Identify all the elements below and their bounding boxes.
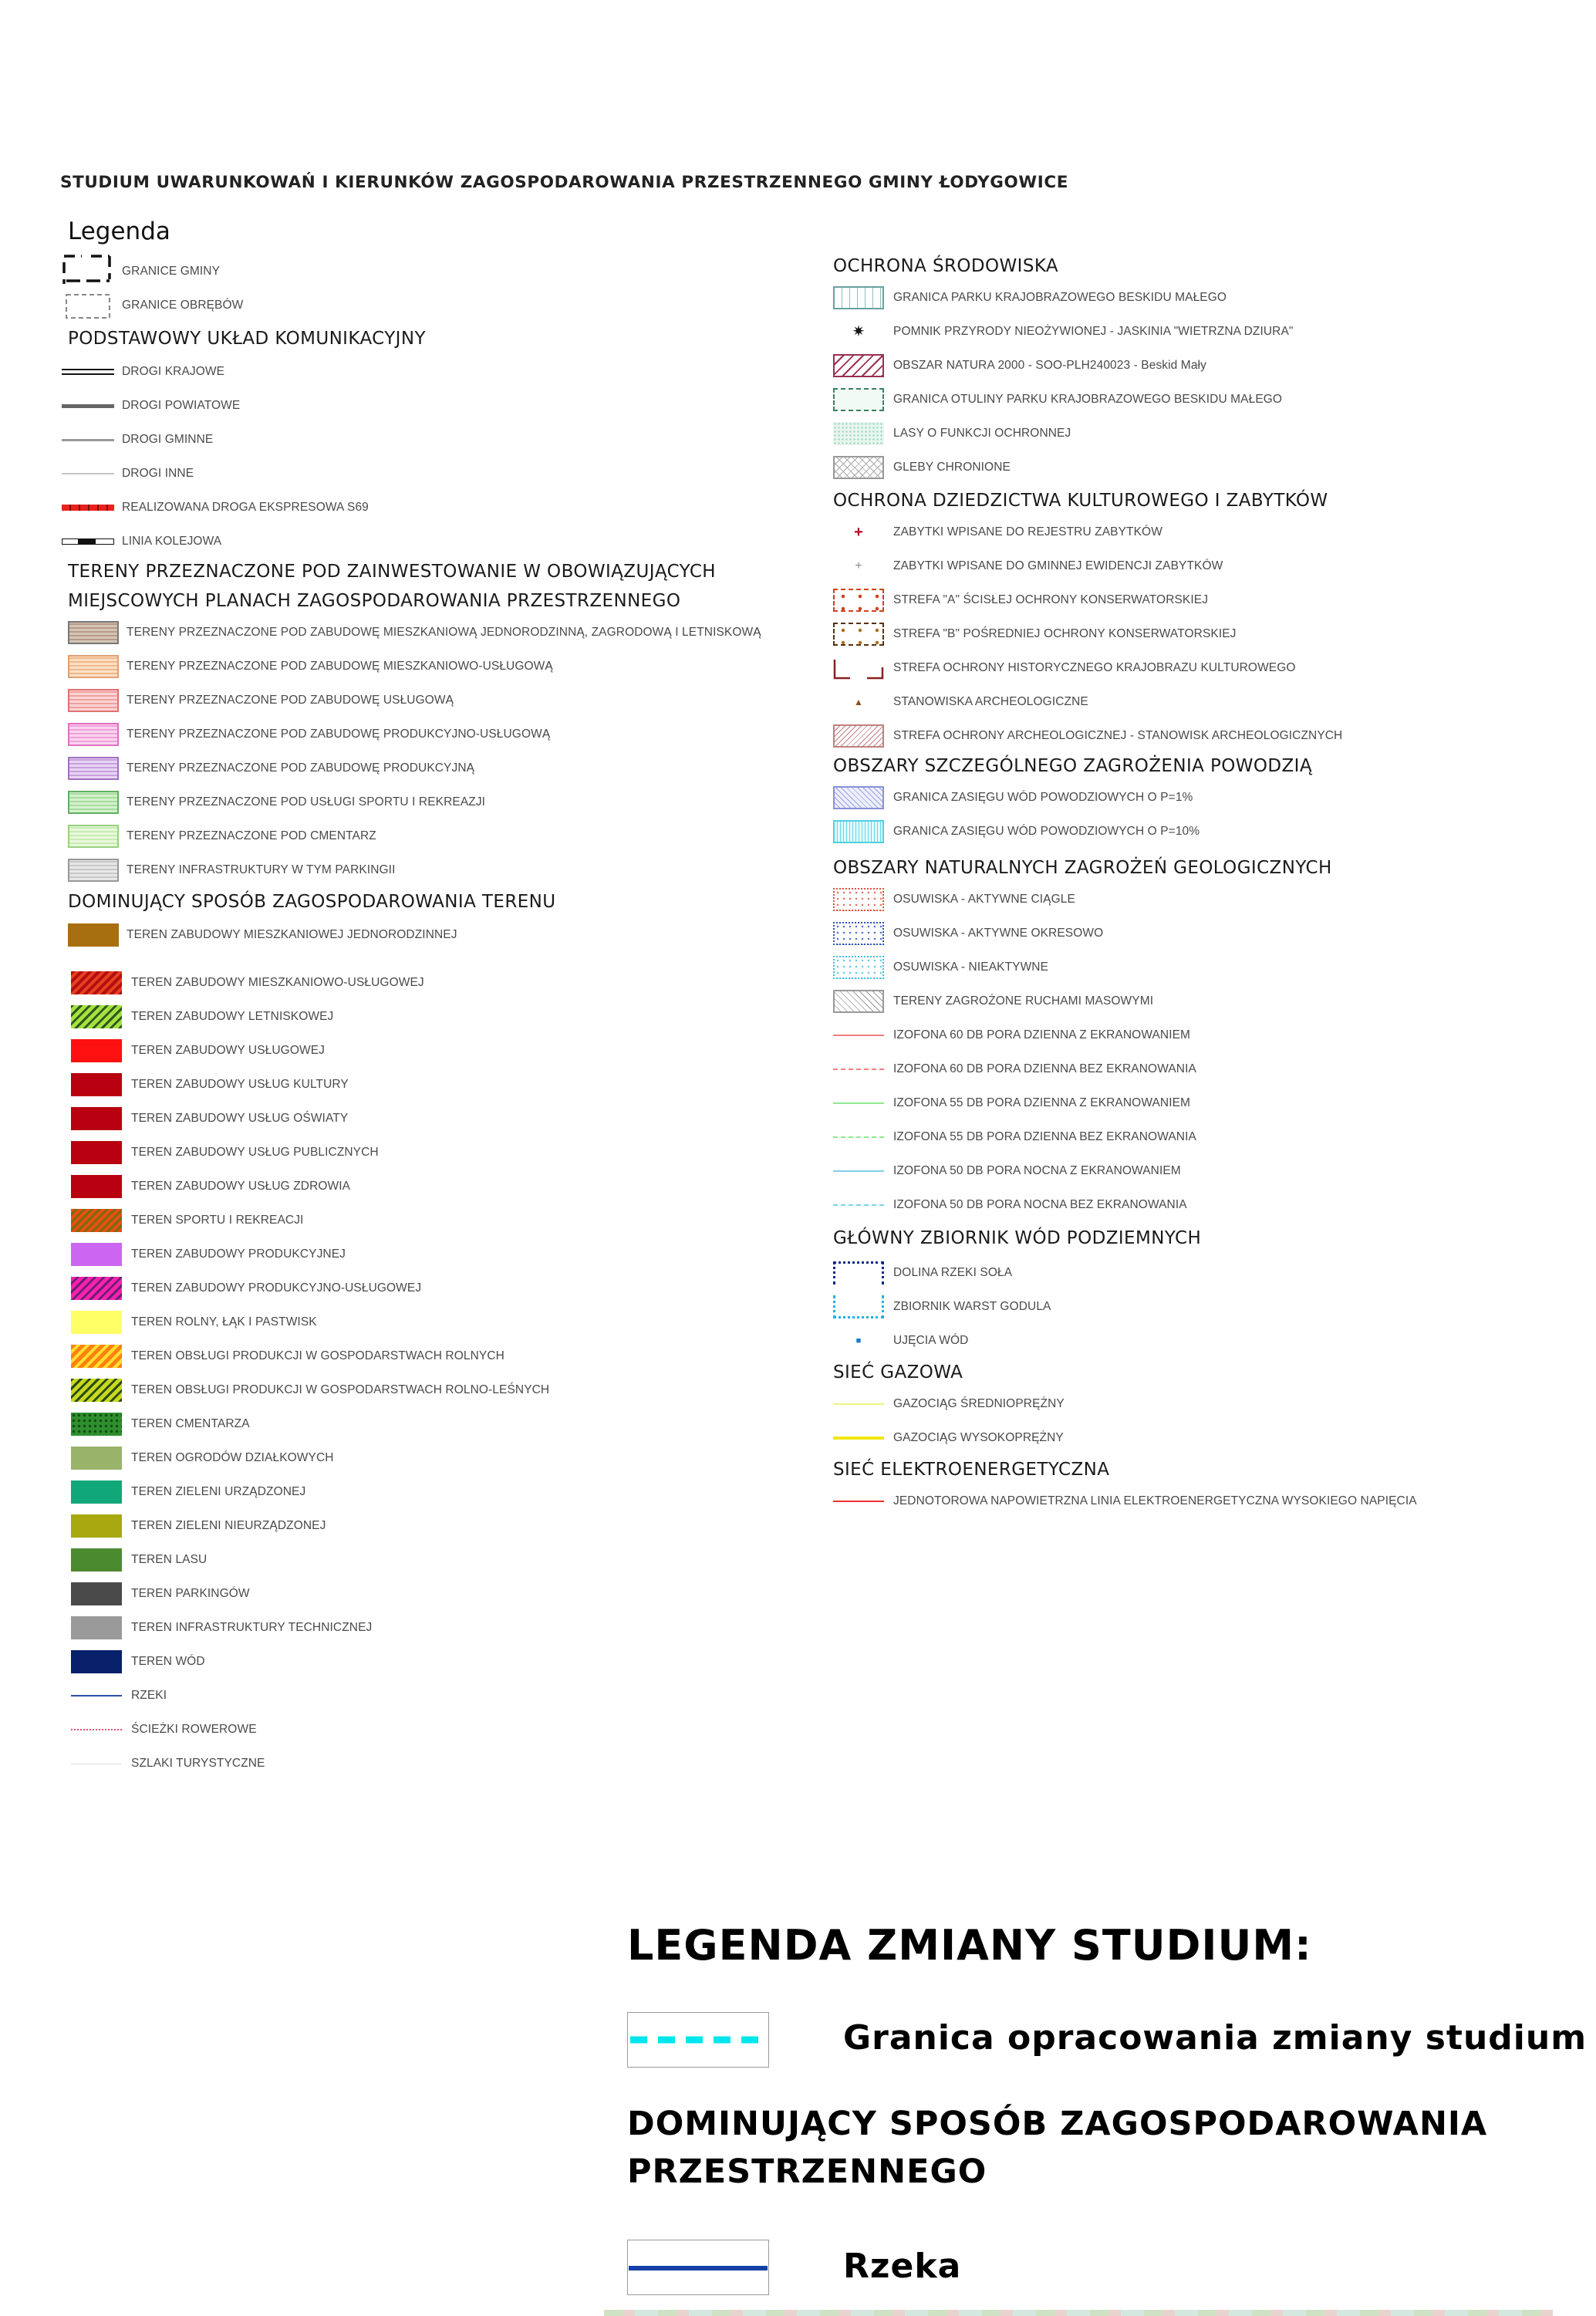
color-swatch: [71, 1514, 122, 1538]
legend-item-gaz-wysoki: [833, 1424, 1064, 1452]
legend-item-label: OSUWISKA - AKTYWNE CIĄGLE: [893, 893, 1075, 906]
legend-item-drogi-gminne: [62, 426, 213, 454]
legend-item-label: GRANICE OBRĘBÓW: [122, 299, 244, 312]
texture-swatch: [833, 422, 884, 445]
legend-item-label: ZABYTKI WPISANE DO REJESTRU ZABYTKÓW: [893, 525, 1162, 538]
legend-item-strefa-b: [833, 620, 1237, 648]
legend-item-mpzp-produkcyjna: [68, 755, 474, 782]
color-swatch: [71, 971, 122, 994]
park-boundary-swatch: [833, 286, 884, 309]
legend-item-uslugi-kultury: [71, 1071, 349, 1099]
legend-item-stanowiska: [833, 688, 1088, 716]
legend-item-label: TERENY PRZEZNACZONE POD ZABUDOWĘ MIESZKANIOWO-USŁUGOWĄ: [127, 660, 553, 673]
legend-item-label: TERENY INFRASTRUKTURY W TYM PARKINGII: [127, 863, 396, 876]
legend-item-drogi-krajowe: [62, 358, 224, 386]
legend-item-label: LASY O FUNKCJI OCHRONNEJ: [893, 427, 1071, 440]
legend-item-label: REALIZOWANA DROGA EKSPRESOWA S69: [122, 501, 369, 514]
flood-hatch-swatch: [833, 786, 884, 809]
hatch-swatch: [68, 757, 119, 780]
legend-item-label: TERENY PRZEZNACZONE POD ZABUDOWĘ MIESZKANIOWĄ JEDNORODZINNĄ, ZAGRODOWĄ I LETNISKOWĄ: [127, 626, 761, 639]
legend-item-gleby-chronione: [833, 454, 1011, 481]
noise-line-swatch: [833, 1123, 884, 1151]
color-swatch: [71, 1141, 122, 1164]
legend-item-label: TEREN ZABUDOWY USŁUG OŚWIATY: [131, 1112, 349, 1125]
legend-item-label: IZOFONA 55 DB PORA DZIENNA Z EKRANOWANIEM: [893, 1096, 1191, 1109]
legend-item-label: SZLAKI TURYSTYCZNE: [131, 1757, 265, 1770]
legend-item-izofona-55-bez: [833, 1123, 1196, 1151]
map-edge-strip: [604, 2310, 1553, 2316]
legend-item-sciezki-rowerowe: [71, 1716, 257, 1744]
well-icon: ■: [855, 1336, 862, 1345]
hatch-swatch: [68, 723, 119, 746]
hatch-swatch: [68, 655, 119, 678]
river-line-swatch: [71, 1682, 122, 1710]
legend-item-mpzp-sport: [68, 788, 485, 816]
legend-item-label: GAZOCIĄG WYSOKOPRĘŻNY: [893, 1431, 1064, 1444]
zone-b-swatch: [833, 623, 884, 646]
legend-item-label: STREFA "A" ŚCISŁEJ OCHRONY KONSERWATORSKIEJ: [893, 593, 1209, 606]
legend-item-label: TERENY PRZEZNACZONE POD ZABUDOWĘ USŁUGOWĄ: [127, 694, 454, 707]
legend-item-osuwiska-okresowo: [833, 920, 1103, 947]
legend-item-letniskowa: [71, 1003, 333, 1031]
hatch-swatch: [68, 621, 119, 644]
legend-item-park-krajobrazowy: [833, 284, 1227, 312]
hatch-swatch: [68, 859, 119, 882]
legend-item-label: STREFA "B" POŚREDNIEJ OCHRONY KONSERWATORSKIEJ: [893, 627, 1237, 640]
legend-item-drogi-powiatowe: [62, 392, 240, 420]
legend-item-label: IZOFONA 50 DB PORA NOCNA BEZ EKRANOWANIA: [893, 1198, 1187, 1211]
legend-item-izofona-60-bez: [833, 1055, 1196, 1083]
cross-icon: +: [855, 559, 862, 572]
legend-item-label: GRANICE GMINY: [122, 265, 221, 278]
hatch-swatch: [833, 724, 884, 748]
legend-item-otulina: [833, 386, 1282, 414]
change-legend-heading: LEGENDA ZMIANY STUDIUM:: [627, 1921, 1312, 1970]
noise-line-swatch: [833, 1021, 884, 1049]
legend-item-label: GRANICA ZASIĘGU WÓD POWODZIOWYCH O P=10%: [893, 825, 1200, 838]
noise-line-swatch: [833, 1089, 884, 1117]
legend-item-label: TEREN ZABUDOWY PRODUKCYJNEJ: [131, 1247, 346, 1261]
color-swatch: [71, 1650, 122, 1673]
legend-item-label: GRANICA PARKU KRAJOBRAZOWEGO BESKIDU MAŁEGO: [893, 291, 1227, 304]
legend-item-mpzp-uslugowa: [68, 687, 454, 714]
legend-item-osuwiska-nieaktywne: [833, 954, 1048, 981]
legend-item-produkcyjna: [71, 1241, 346, 1268]
triangle-icon: ▲: [854, 697, 863, 707]
legend-item-label: POMNIK PRZYRODY NIEOŻYWIONEJ - JASKINIA "WIETRZNA DZIURA": [893, 325, 1294, 338]
legend-item-label: TEREN ZABUDOWY USŁUG ZDROWIA: [131, 1180, 351, 1193]
legend-item-label: OSUWISKA - NIEAKTYWNE: [893, 960, 1049, 974]
dotted-boundary-swatch: [833, 1261, 884, 1285]
legend-item-label: TERENY ZAGROŻONE RUCHAMI MASOWYMI: [893, 994, 1154, 1008]
legend-item-infrastruktura: [71, 1614, 372, 1642]
legend-item-pomnik-przyrody: [833, 318, 1294, 346]
section-heading-tereny-mpzp-1: TERENY PRZEZNACZONE POD ZAINWESTOWANIE W OBOWIĄZUJĄCYCH: [68, 562, 717, 582]
legend-item-ogrody: [71, 1444, 334, 1472]
legend-item-mieszkaniowo-uslugowa: [71, 969, 424, 997]
legend-item-label: TEREN ZABUDOWY MIESZKANIOWO-USŁUGOWEJ: [131, 976, 424, 989]
section-heading-energia: SIEĆ ELEKTROENERGETYCZNA: [833, 1460, 1110, 1480]
color-swatch: [71, 1039, 122, 1062]
crosshatch-swatch: [833, 456, 884, 479]
legend-item-zbiornik-godula: [833, 1293, 1051, 1321]
legend-item-label: IZOFONA 60 DB PORA DZIENNA Z EKRANOWANIEM: [893, 1028, 1191, 1042]
section-heading-gzwp: GŁÓWNY ZBIORNIK WÓD PODZIEMNYCH: [833, 1228, 1202, 1248]
legend-item-obsluga-rolno-lesnych: [71, 1376, 549, 1404]
legend-item-uslugi-publiczne: [71, 1139, 379, 1166]
color-swatch: [71, 1582, 122, 1605]
legend-item-strefa-a: [833, 586, 1208, 614]
dotted-swatch: [833, 922, 884, 945]
expressway-swatch: [62, 494, 114, 522]
legend-item-osuwiska-ciagle: [833, 886, 1075, 913]
legend-item-ruchy-masowe: [833, 988, 1153, 1015]
landscape-zone-swatch: [833, 657, 884, 680]
color-swatch: [71, 1107, 122, 1130]
legend-item-obsluga-rolnych: [71, 1342, 504, 1370]
legend-item-uslugowa: [71, 1037, 325, 1065]
obreb-boundary-swatch: [62, 294, 114, 317]
legend-item-label: TEREN CMENTARZA: [131, 1417, 250, 1430]
study-boundary-swatch: [627, 2012, 769, 2068]
legend-heading: Legenda: [68, 218, 170, 245]
hatch-swatch: [833, 990, 884, 1013]
legend-item-label: TEREN LASU: [131, 1553, 208, 1566]
legend-item-label: GRANICA ZASIĘGU WÓD POWODZIOWYCH O P=1%: [893, 791, 1193, 804]
hatch-swatch: [68, 825, 119, 848]
color-swatch: [71, 1345, 122, 1368]
noise-line-swatch: [833, 1157, 884, 1185]
legend-item-label: TEREN ZABUDOWY LETNISKOWEJ: [131, 1010, 334, 1023]
road-other-swatch: [62, 460, 114, 488]
legend-item-label: STREFA OCHRONY HISTORYCZNEGO KRAJOBRAZU KULTUROWEGO: [893, 661, 1296, 674]
legend-item-label: TEREN ROLNY, ŁĄK I PASTWISK: [131, 1315, 317, 1328]
legend-item-dolina-sola: [833, 1259, 1012, 1287]
color-swatch: [71, 1311, 122, 1334]
power-line-swatch: [833, 1487, 884, 1515]
legend-item-label: ZBIORNIK WARST GODULA: [893, 1300, 1051, 1313]
document-title: STUDIUM UWARUNKOWAŃ I KIERUNKÓW ZAGOSPODAROWANIA PRZESTRZENNEGO GMINY ŁODYGOWICE: [60, 173, 1069, 192]
legend-item-label: TEREN OGRODÓW DZIAŁKOWYCH: [131, 1451, 334, 1464]
legend-item-label: JEDNOTOROWA NAPOWIETRZNA LINIA ELEKTROENERGETYCZNA WYSOKIEGO NAPIĘCIA: [893, 1494, 1417, 1507]
legend-item-label: DROGI KRAJOWE: [122, 365, 225, 378]
legend-item-izofona-60-z: [833, 1021, 1190, 1049]
legend-item-mpzp-infrastruktura: [68, 856, 395, 884]
gas-line-swatch: [833, 1424, 884, 1452]
hatch-swatch: [68, 689, 119, 712]
legend-item-label: UJĘCIA WÓD: [893, 1334, 969, 1347]
legend-item-parkingi: [71, 1580, 250, 1608]
road-county-swatch: [62, 392, 114, 420]
railway-swatch: [62, 528, 114, 555]
legend-item-zabytki-rejestr: [833, 518, 1162, 546]
legend-item-label: DROGI GMINNE: [122, 433, 214, 446]
legend-item-label: TEREN SPORTU I REKREACJI: [131, 1214, 304, 1227]
legend-item-label: ZABYTKI WPISANE DO GMINNEJ EWIDENCJI ZABYTKÓW: [893, 559, 1223, 572]
legend-item-label: RZEKI: [131, 1689, 167, 1702]
legend-item-label: GLEBY CHRONIONE: [893, 461, 1011, 474]
legend-item-label: GRANICA OTULINY PARKU KRAJOBRAZOWEGO BESKIDU MAŁEGO: [893, 393, 1283, 406]
color-swatch: [71, 1277, 122, 1300]
legend-item-label: DROGI POWIATOWE: [122, 399, 241, 412]
legend-item-izofona-50-z: [833, 1157, 1181, 1185]
legend-item-label: TEREN ZABUDOWY USŁUGOWEJ: [131, 1044, 325, 1057]
legend-item-mpzp-mieszkaniowa: [68, 619, 761, 647]
legend-item-gaz-sredni: [833, 1390, 1065, 1418]
legend-item-mpzp-cmentarz: [68, 822, 376, 850]
section-heading-geologia: OBSZARY NATURALNYCH ZAGROŻEŃ GEOLOGICZNYCH: [833, 858, 1332, 878]
legend-item-label: TERENY PRZEZNACZONE POD USŁUGI SPORTU I REKREAZJI: [127, 795, 486, 809]
legend-item-linia-wn: [833, 1487, 1417, 1515]
legend-item-uslugi-oswiaty: [71, 1105, 348, 1133]
legend-item-label: OBSZAR NATURA 2000 - SOO-PLH240023 - Beskid Mały: [893, 359, 1206, 372]
legend-item-label: STREFA OCHRONY ARCHEOLOGICZNEJ - STANOWISK ARCHEOLOGICZNYCH: [893, 729, 1343, 742]
legend-item-zabytki-ewidencja: [833, 552, 1223, 580]
legend-item-label: TERENY PRZEZNACZONE POD ZABUDOWĘ PRODUKCYJNO-USŁUGOWĄ: [127, 728, 551, 741]
legend-item-zielen-urzadzona: [71, 1478, 305, 1506]
road-municipal-swatch: [62, 426, 114, 454]
section-heading-powodz: OBSZARY SZCZEGÓLNEGO ZAGROŻENIA POWODZIĄ: [833, 756, 1312, 776]
legend-item-powodz-1: [833, 784, 1193, 812]
legend-item-label: TEREN ZABUDOWY PRODUKCYJNO-USŁUGOWEJ: [131, 1281, 422, 1295]
gmina-boundary-swatch: [62, 256, 114, 287]
legend-item-zielen-nieurzadzona: [71, 1512, 326, 1540]
legend-item-label: IZOFONA 50 DB PORA NOCNA Z EKRANOWANIEM: [893, 1164, 1181, 1177]
cross-icon: +: [854, 524, 863, 541]
legend-item-ujecia-wod: [833, 1327, 968, 1355]
legend-item-cmentarz: [71, 1410, 250, 1438]
hatch-swatch: [68, 791, 119, 814]
dotted-swatch: [833, 888, 884, 911]
dotted-swatch: [833, 956, 884, 979]
legend-item-label: TEREN ZABUDOWY USŁUG PUBLICZNYCH: [131, 1146, 379, 1159]
legend-item-rolny: [71, 1308, 317, 1336]
legend-item-natura-2000: [833, 352, 1206, 380]
legend-item-produkcyjno-uslugowa: [71, 1274, 421, 1302]
color-swatch: [68, 923, 119, 947]
legend-item-zabudowa-mieszkaniowa: [68, 921, 457, 949]
legend-item-izofona-55-z: [833, 1089, 1190, 1117]
noise-line-swatch: [833, 1055, 884, 1083]
legend-item-label: DOLINA RZEKI SOŁA: [893, 1266, 1013, 1279]
legend-item-droga-ekspresowa: [62, 494, 369, 522]
legend-item-label: TEREN WÓD: [131, 1655, 205, 1668]
legend-item-label: IZOFONA 60 DB PORA DZIENNA BEZ EKRANOWANIA: [893, 1062, 1196, 1075]
legend-item-mpzp-mieszkaniowo-uslugowa: [68, 653, 553, 680]
legend-item-strefa-archeologiczna: [833, 722, 1342, 750]
legend-item-label: TEREN ZABUDOWY MIESZKANIOWEJ JEDNORODZINNEJ: [127, 928, 457, 941]
legend-item-label: LINIA KOLEJOWA: [122, 535, 222, 548]
legend-item-label: TERENY PRZEZNACZONE POD ZABUDOWĘ PRODUKCYJNĄ: [127, 761, 475, 775]
legend-item-label: GAZOCIĄG ŚREDNIOPRĘŻNY: [893, 1397, 1065, 1410]
legend-item-las: [71, 1546, 207, 1574]
color-swatch: [71, 1616, 122, 1639]
legend-item-label: OSUWISKA - AKTYWNE OKRESOWO: [893, 927, 1104, 940]
legend-item-label: TEREN OBSŁUGI PRODUKCJI W GOSPODARSTWACH ROLNO-LEŚNYCH: [131, 1383, 550, 1396]
color-swatch: [71, 1548, 122, 1572]
dotted-boundary-swatch: [833, 1295, 884, 1318]
asterisk-icon: ✷: [852, 323, 865, 340]
bike-path-swatch: [71, 1716, 122, 1744]
section-heading-gaz: SIEĆ GAZOWA: [833, 1362, 963, 1383]
legend-item-label: TEREN OBSŁUGI PRODUKCJI W GOSPODARSTWACH ROLNYCH: [131, 1349, 504, 1362]
legend-item-granice-obrebow: [62, 292, 243, 319]
legend-item-label: TERENY PRZEZNACZONE POD CMENTARZ: [127, 829, 376, 842]
river-label: Rzeka: [843, 2247, 962, 2286]
color-swatch: [71, 1243, 122, 1266]
legend-item-mpzp-produkcyjno-uslugowa: [68, 721, 550, 748]
legend-item-label: TEREN ZIELENI URZĄDZONEJ: [131, 1485, 306, 1498]
noise-line-swatch: [833, 1191, 884, 1219]
color-swatch: [71, 1005, 122, 1028]
legend-item-label: TEREN ZIELENI NIEURZĄDZONEJ: [131, 1519, 326, 1532]
section-heading-ochrona-srodowiska: OCHRONA ŚRODOWISKA: [833, 256, 1059, 276]
legend-item-linia-kolejowa: [62, 528, 221, 555]
river-swatch: [627, 2240, 769, 2295]
legend-item-izofona-50-bez: [833, 1191, 1187, 1219]
color-swatch: [71, 1073, 122, 1096]
legend-item-label: ŚCIEŻKI ROWEROWE: [131, 1723, 257, 1736]
legend-item-krajobraz-kulturowy: [833, 654, 1296, 682]
section-heading-tereny-mpzp-2: MIEJSCOWYCH PLANACH ZAGOSPODAROWANIA PRZESTRZENNEGO: [68, 591, 681, 611]
zone-a-swatch: [833, 589, 884, 612]
legend-item-powodz-10: [833, 818, 1200, 846]
legend-item-label: DROGI INNE: [122, 467, 194, 480]
legend-item-rzeki: [71, 1682, 167, 1710]
trail-swatch: [71, 1750, 122, 1778]
road-national-swatch: [62, 358, 114, 386]
legend-item-label: TEREN INFRASTRUKTURY TECHNICZNEJ: [131, 1621, 373, 1634]
change-dominant-heading: DOMINUJĄCY SPOSÓB ZAGOSPODAROWANIA PRZESTRZENNEGO: [627, 2105, 1488, 2191]
flood-hatch-swatch: [833, 820, 884, 843]
legend-item-szlaki: [71, 1750, 265, 1778]
legend-item-sport: [71, 1207, 303, 1234]
legend-item-uslugi-zdrowia: [71, 1173, 350, 1200]
hatch-swatch: [833, 354, 884, 377]
color-swatch: [71, 1379, 122, 1402]
color-swatch: [71, 1413, 122, 1436]
gas-line-swatch: [833, 1390, 884, 1418]
color-swatch: [71, 1480, 122, 1504]
legend-item-label: TEREN PARKINGÓW: [131, 1587, 250, 1600]
legend-item-lasy-ochronne: [833, 420, 1071, 447]
color-swatch: [71, 1175, 122, 1198]
section-heading-komunikacja: PODSTAWOWY UKŁAD KOMUNIKACYJNY: [68, 329, 426, 349]
buffer-boundary-swatch: [833, 388, 884, 411]
legend-item-label: IZOFONA 55 DB PORA DZIENNA BEZ EKRANOWANIA: [893, 1130, 1196, 1143]
legend-item-label: TEREN ZABUDOWY USŁUG KULTURY: [131, 1078, 349, 1091]
legend-item-drogi-inne: [62, 460, 194, 488]
section-heading-dziedzictwo: OCHRONA DZIEDZICTWA KULTUROWEGO I ZABYTKÓW: [833, 491, 1328, 511]
legend-item-label: STANOWISKA ARCHEOLOGICZNE: [893, 695, 1088, 708]
section-heading-dominujacy: DOMINUJĄCY SPOSÓB ZAGOSPODAROWANIA TERENU: [68, 892, 556, 912]
color-swatch: [71, 1209, 122, 1232]
color-swatch: [71, 1447, 122, 1470]
study-boundary-label: Granica opracowania zmiany studium: [843, 2018, 1588, 2058]
legend-item-wody: [71, 1648, 205, 1676]
legend-item-granice-gminy: [62, 258, 220, 285]
